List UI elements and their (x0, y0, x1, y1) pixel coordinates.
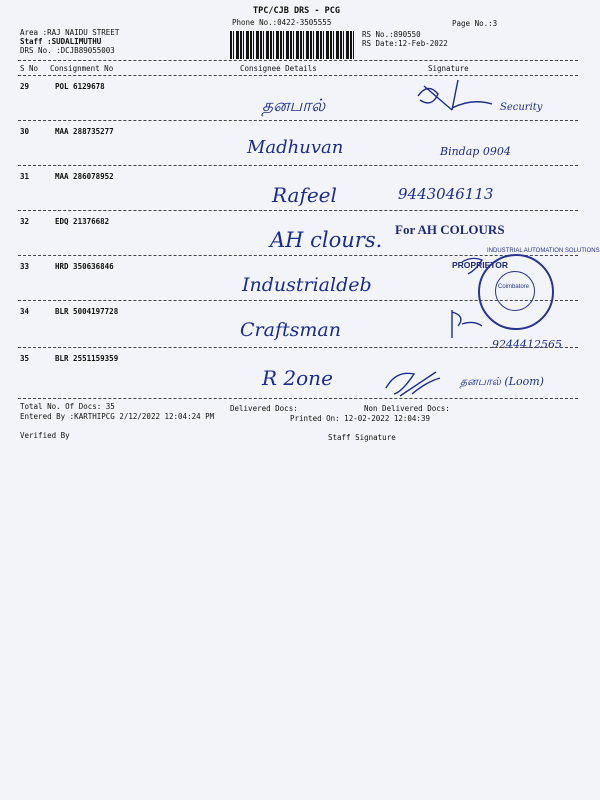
row-sno: 31 (20, 172, 30, 181)
row-consignment: POL 6129678 (55, 82, 105, 91)
signature-note: 9244412565 (492, 338, 562, 351)
row-consignment: EDQ 21376682 (55, 217, 110, 226)
column-consignment: Consignment No (50, 64, 114, 73)
page-number: Page No.:3 (452, 19, 498, 28)
signature-note: 9443046113 (398, 185, 494, 203)
total-docs: Total No. Of Docs: 35 (20, 402, 115, 411)
signature-note: Bindap 0904 (440, 145, 511, 158)
document-title: TPC/CJB DRS - PCG (253, 6, 340, 16)
printed-on: Printed On: 12-02-2022 12:04:39 (290, 414, 430, 423)
entered-by: Entered By :KARTHIPCG 2/12/2022 12:04:24 PM (20, 412, 215, 421)
consignee-handwriting: Craftsman (240, 319, 341, 341)
seal-city: Coimbatore (498, 284, 530, 290)
row-sno: 33 (20, 262, 30, 271)
consignee-handwriting: Rafeel (272, 183, 337, 207)
row-consignment: MAA 286078952 (55, 172, 114, 181)
rs-number: RS No.:890550 (362, 30, 421, 39)
delivered-docs: Delivered Docs: (230, 404, 298, 413)
column-sno: S No (20, 64, 39, 73)
area-label: Area :RAJ NAIDU STREET (20, 28, 120, 37)
row-consignment: BLR 5004197728 (55, 307, 119, 316)
consignee-handwriting: தனபால் (262, 96, 326, 116)
row-consignment: BLR 2551159359 (55, 354, 119, 363)
non-delivered-docs: Non Delivered Docs: (364, 404, 450, 413)
consignee-handwriting: Industrialdeb (242, 274, 372, 296)
row-sno: 34 (20, 307, 30, 316)
consignee-handwriting: AH clours. (270, 228, 383, 252)
signature-scribble (418, 80, 492, 110)
phone-number: Phone No.:0422-3505555 (232, 18, 332, 27)
signature-scribble (386, 372, 440, 396)
company-seal-inner (495, 271, 535, 311)
consignee-handwriting: Madhuvan (247, 137, 344, 158)
company-stamp: For AH COLOURS (395, 222, 505, 237)
row-sno: 32 (20, 217, 30, 226)
staff-signature: Staff Signature (328, 433, 396, 442)
signature-note: தனபால் (Loom) (460, 375, 544, 388)
consignee-handwriting: R 2one (262, 366, 333, 390)
row-consignment: MAA 288735277 (55, 127, 114, 136)
column-signature: Signature (428, 64, 469, 73)
row-sno: 29 (20, 82, 30, 91)
verified-by: Verified By (20, 431, 70, 440)
proprietor-label: PROPRIETOR (452, 260, 509, 270)
row-sno: 35 (20, 354, 30, 363)
seal-text: INDUSTRIAL AUTOMATION SOLUTIONS (487, 248, 600, 254)
signature-scribble (452, 310, 482, 338)
column-consignee: Consignee Details (240, 64, 317, 73)
signature-note: Security (500, 102, 543, 113)
row-consignment: HRD 350636846 (55, 262, 114, 271)
row-sno: 30 (20, 127, 30, 136)
drs-number: DRS No. :DCJB89055003 (20, 46, 115, 55)
rs-date: RS Date:12-Feb-2022 (362, 39, 448, 48)
staff-label: Staff :SUDALIMUTHU (20, 37, 102, 46)
